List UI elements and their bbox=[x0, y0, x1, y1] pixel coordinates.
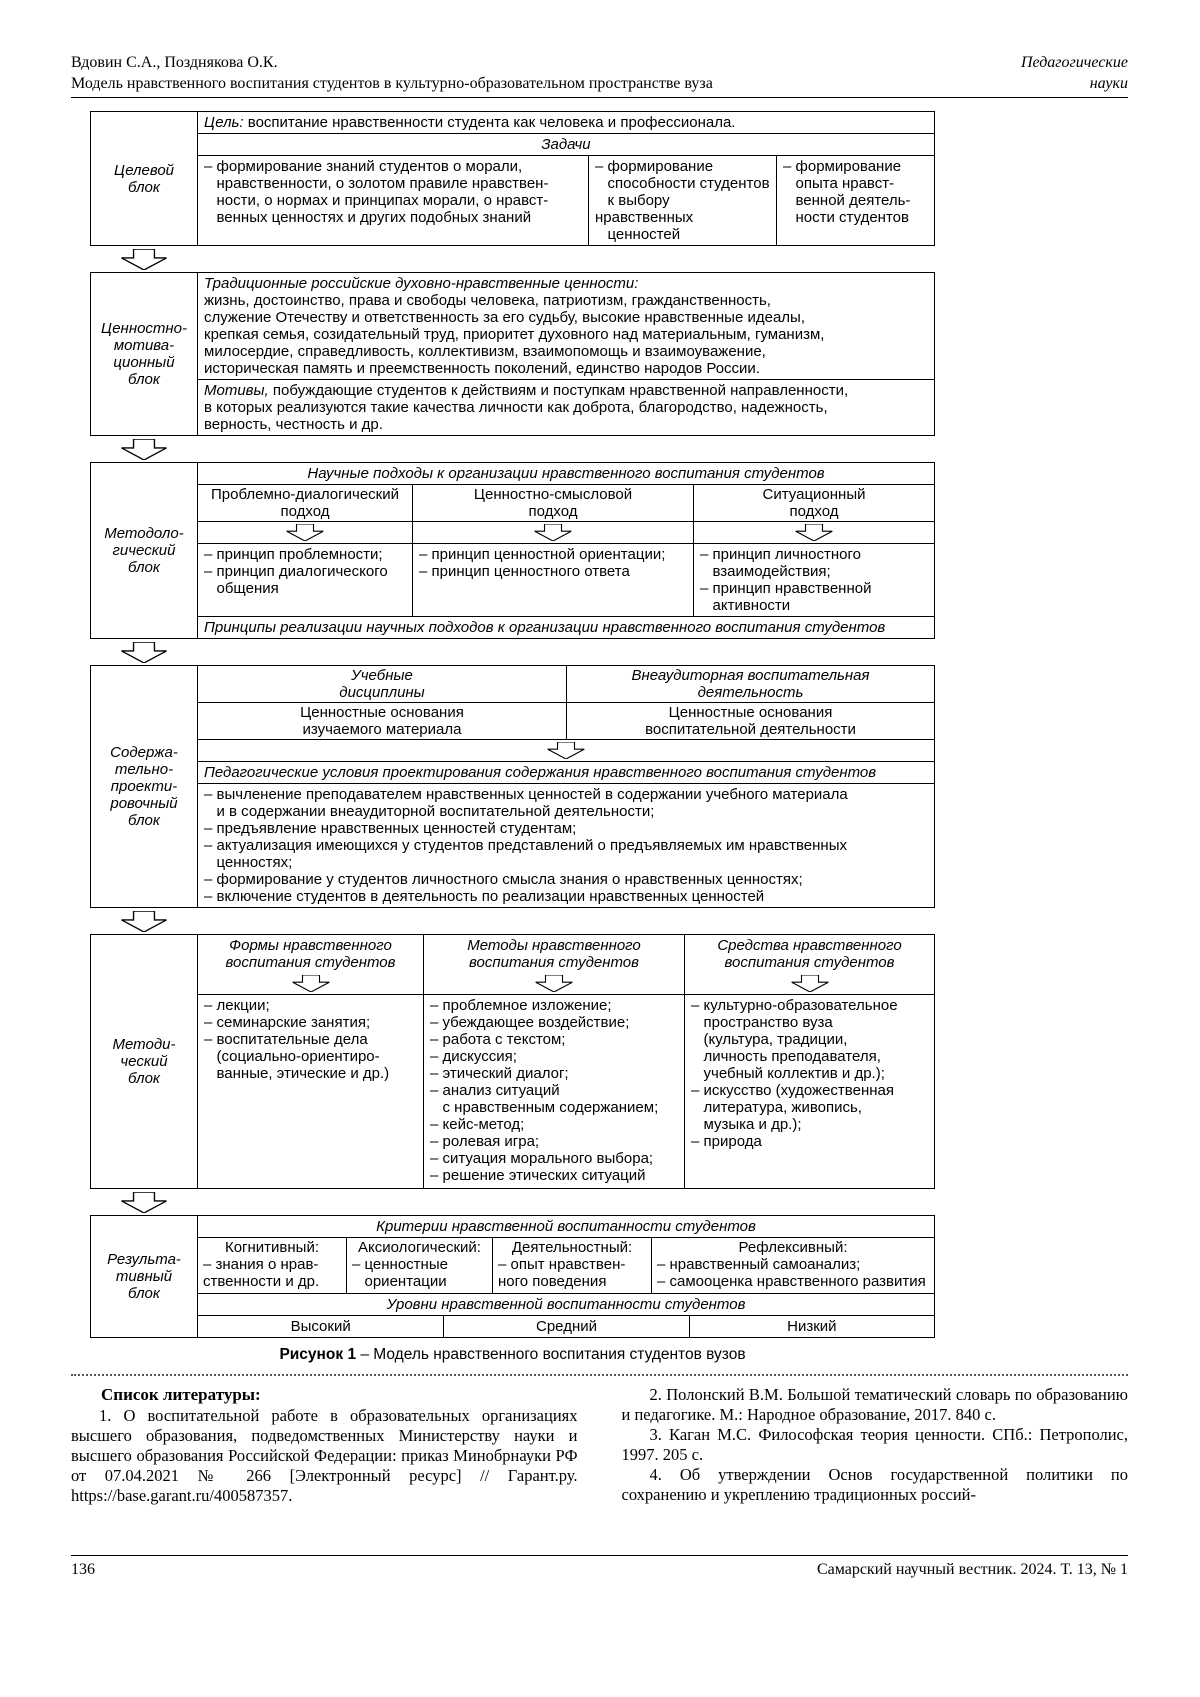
methodical-columns bbox=[198, 935, 934, 1188]
references bbox=[71, 1385, 1128, 1506]
flow-arrow-3 bbox=[90, 639, 197, 665]
tasks-title: Задачи bbox=[198, 134, 934, 156]
content-col1-header: Учебные дисциплины bbox=[198, 666, 566, 703]
flow-arrow-2 bbox=[90, 436, 197, 462]
down-arrow-icon bbox=[121, 439, 167, 460]
authors: Вдовин С.А., Позднякова О.К. bbox=[71, 54, 278, 71]
motives-cell bbox=[198, 380, 934, 435]
down-arrow-icon bbox=[121, 642, 167, 663]
model-diagram bbox=[90, 111, 935, 1338]
references-column-1 bbox=[71, 1385, 578, 1506]
level-high: Высокий bbox=[290, 1318, 351, 1335]
criterion-name: Когнитивный: bbox=[224, 1239, 320, 1256]
forms-header: Формы нравственного воспитания студентов bbox=[225, 937, 396, 971]
tasks-grid bbox=[198, 156, 934, 245]
header-rule bbox=[71, 97, 1128, 98]
methods-list: – проблемное изложение; – убеждающее воздействие; – работа с текстом; – дискуссия; – этический диалог; – анализ ситуаций с нравственным содержанием; – кейс-метод; – ролевая игра; – ситуация морального выбора; – решение этических ситуаций bbox=[424, 994, 684, 1188]
rubric-line2: науки bbox=[1089, 75, 1128, 92]
block-target bbox=[90, 111, 935, 246]
motives-lead: Мотивы, bbox=[204, 382, 269, 399]
forms-arrow bbox=[198, 973, 423, 994]
values-lead: Традиционные российские духовно-нравственные ценности: bbox=[204, 275, 639, 292]
approach-arrow-2 bbox=[413, 522, 693, 543]
goal-lead: Цель: bbox=[204, 114, 244, 131]
content-column-1 bbox=[198, 666, 566, 739]
block-content-design-label: Содержа- тельно- проекти- ровочный блок bbox=[91, 666, 198, 907]
down-arrow-icon bbox=[534, 524, 572, 541]
block-values bbox=[90, 272, 935, 436]
down-arrow-icon bbox=[547, 742, 585, 759]
methods-header: Методы нравственного воспитания студентов bbox=[467, 937, 641, 971]
criterion-items: – знания о нрав- ственности и др. bbox=[203, 1256, 320, 1290]
criterion-axiological bbox=[346, 1238, 492, 1293]
task-cell-1: – формирование знаний студентов о морали, нравственности, о золотом правиле нравствен- ности, о нормах и принципах морали, о нравст- венных ценностях и других подобных знаний bbox=[204, 158, 549, 226]
principles-title: Принципы реализации научных подходов к организации нравственного воспитания студентов bbox=[198, 616, 934, 638]
down-arrow-icon bbox=[292, 975, 330, 992]
block-methodology bbox=[90, 462, 935, 639]
content-columns bbox=[198, 666, 934, 740]
approaches-grid bbox=[198, 485, 934, 616]
figure-caption-text: – Модель нравственного воспитания студентов вузов bbox=[360, 1346, 746, 1363]
criterion-name: Деятельностный: bbox=[511, 1239, 633, 1256]
approach-name-1: Проблемно-диалогический подход bbox=[198, 485, 412, 522]
content-col1-sub: Ценностные основания изучаемого материала bbox=[300, 704, 464, 738]
reference-item: 4. Об утверждении Основ государственной политики по сохранению и укреплению традиционных россий- bbox=[621, 1465, 1128, 1504]
approach-column-1 bbox=[198, 485, 412, 616]
down-arrow-icon bbox=[286, 524, 324, 541]
references-column-2 bbox=[622, 1385, 1129, 1506]
criterion-cognitive bbox=[198, 1238, 346, 1293]
level-low: Низкий bbox=[689, 1316, 934, 1337]
content-col2-sub: Ценностные основания воспитательной деятельности bbox=[645, 704, 856, 738]
reference-item: 2. Полонский В.М. Большой тематический словарь по образованию и педагогике. М.: Народное образование, 2017. 840 с. bbox=[621, 1385, 1128, 1424]
block-methodology-label: Методоло- гический блок bbox=[91, 463, 198, 638]
paper-title: Модель нравственного воспитания студентов в культурно-образовательном пространстве вуза bbox=[71, 75, 713, 92]
block-result-label: Результа- тивный блок bbox=[91, 1216, 198, 1337]
down-arrow-icon bbox=[121, 1192, 167, 1213]
reference-item: 1. О воспитательной работе в образовательных организациях высшего образования, подведомственных Министерству науки и высшего образования Российской Федерации: приказ Минобрнауки РФ от 07.04.2021 № 266 [Электронный ресурс] // Гарант.ру. https://base.garant.ru/400587357. bbox=[71, 1406, 578, 1505]
content-col2-header: Внеаудиторная воспитательная деятельность bbox=[567, 666, 934, 703]
approach-arrow-3 bbox=[694, 522, 934, 543]
means-header: Средства нравственного воспитания студентов bbox=[717, 937, 902, 971]
methods-arrow bbox=[424, 973, 684, 994]
methodical-column-1 bbox=[198, 935, 423, 1188]
forms-list: – лекции; – семинарские занятия; – воспитательные дела (социально-ориентиро- ванные, этические и др.) bbox=[198, 994, 423, 1188]
criteria-grid bbox=[198, 1238, 934, 1294]
down-arrow-icon bbox=[791, 975, 829, 992]
criteria-title: Критерии нравственной воспитанности студентов bbox=[198, 1216, 934, 1238]
criterion-reflexive bbox=[651, 1238, 934, 1293]
conditions-title: Педагогические условия проектирования содержания нравственного воспитания студентов bbox=[198, 761, 934, 784]
methodical-column-3 bbox=[684, 935, 934, 1188]
approach-column-2 bbox=[412, 485, 693, 616]
flow-arrow-4 bbox=[90, 908, 197, 934]
reference-item: 3. Каган М.С. Философская теория ценности. СПб.: Петрополис, 1997. 205 с. bbox=[621, 1425, 1128, 1464]
level-medium: Средний bbox=[443, 1316, 688, 1337]
means-arrow bbox=[685, 973, 934, 994]
criterion-items: – ценностные ориентации bbox=[352, 1256, 448, 1290]
content-arrow bbox=[198, 740, 934, 761]
approach-principles-3: – принцип личностного взаимодействия; – принцип нравственной активности bbox=[694, 543, 934, 616]
down-arrow-icon bbox=[535, 975, 573, 992]
flow-arrow-5 bbox=[90, 1189, 197, 1215]
journal-reference: Самарский научный вестник. 2024. Т. 13, № 1 bbox=[816, 1561, 1128, 1578]
block-methodical-label: Методи- ческий блок bbox=[91, 935, 198, 1188]
flow-arrow-1 bbox=[90, 246, 197, 272]
criterion-name: Рефлексивный: bbox=[738, 1239, 848, 1256]
figure-caption-label: Рисунок 1 bbox=[279, 1346, 357, 1363]
block-methodical bbox=[90, 934, 935, 1189]
values-text: жизнь, достоинство, права и свободы человека, патриотизм, гражданственность, служение Отечеству и ответственность за его судьбу, высокие нравственные идеалы, крепкая семья, созидательный труд, приоритет духовного над материальным, гуманизм, милосердие, справедливость, коллективизм, взаимопомощь и взаимоуважение, историческая память и преемственность поколений, единство народов России. bbox=[204, 292, 825, 377]
motives-text: побуждающие студентов к действиям и поступкам нравственной направленности, в которых реализуются такие качества личности как доброта, благородство, надежность, верность, честность и др. bbox=[204, 382, 849, 433]
block-values-label: Ценностно- мотива- ционный блок bbox=[91, 273, 198, 435]
rubric-line1: Педагогические bbox=[1020, 54, 1128, 71]
criterion-items: – опыт нравствен- ного поведения bbox=[498, 1256, 626, 1290]
approach-arrow-1 bbox=[198, 522, 412, 543]
page-header bbox=[71, 52, 1128, 98]
down-arrow-icon bbox=[795, 524, 833, 541]
conditions-list: – вычленение преподавателем нравственных ценностей в содержании учебного материала и в содержании внеаудиторной воспитательной деятельности; – предъявление нравственных ценностей студентам; – актуализация имеющихся у студентов представлений о предъявляемых им нравственных ценностях; – формирование у студентов личностного смысла знания о нравственных ценностях; – включение студентов в деятельность по реализации нравственных ценностей bbox=[204, 786, 848, 905]
approach-principles-1: – принцип проблемности; – принцип диалогического общения bbox=[198, 543, 412, 616]
content-column-2 bbox=[566, 666, 934, 739]
task-cell-3: – формирование опыта нравст- венной деятель- ности студентов bbox=[776, 156, 934, 245]
approach-name-3: Ситуационный подход bbox=[694, 485, 934, 522]
levels-grid bbox=[198, 1316, 934, 1337]
values-cell bbox=[198, 273, 934, 380]
criterion-items: – нравственный самоанализ; – самооценка нравственного развития bbox=[657, 1256, 926, 1290]
down-arrow-icon bbox=[121, 911, 167, 932]
dotted-divider bbox=[71, 1374, 1128, 1376]
approach-name-2: Ценностно-смысловой подход bbox=[413, 485, 693, 522]
methodical-column-2 bbox=[423, 935, 684, 1188]
approaches-title: Научные подходы к организации нравственного воспитания студентов bbox=[198, 463, 934, 485]
criterion-activity bbox=[492, 1238, 651, 1293]
goal-row bbox=[198, 112, 934, 134]
goal-text: воспитание нравственности студента как человека и профессионала. bbox=[243, 114, 736, 131]
block-target-label: Целевой блок bbox=[91, 112, 198, 245]
criterion-name: Аксиологический: bbox=[358, 1239, 481, 1256]
means-list: – культурно-образовательное пространство вуза (культура, традиции, личность преподавателя, учебный коллектив и др.); – искусство (художественная литература, живопись, музыка и др.); – природа bbox=[685, 994, 934, 1188]
page-footer bbox=[71, 1555, 1128, 1579]
task-cell-2: – формирование способности студентов к выбору нравственных ценностей bbox=[588, 156, 776, 245]
approach-column-3 bbox=[693, 485, 934, 616]
page-number: 136 bbox=[71, 1561, 95, 1578]
references-heading: Список литературы: bbox=[101, 1385, 261, 1404]
approach-principles-2: – принцип ценностной ориентации; – принцип ценностного ответа bbox=[413, 543, 693, 616]
block-result bbox=[90, 1215, 935, 1338]
block-content-design bbox=[90, 665, 935, 908]
down-arrow-icon bbox=[121, 249, 167, 270]
levels-title: Уровни нравственной воспитанности студентов bbox=[198, 1294, 934, 1316]
figure-caption bbox=[90, 1346, 935, 1364]
